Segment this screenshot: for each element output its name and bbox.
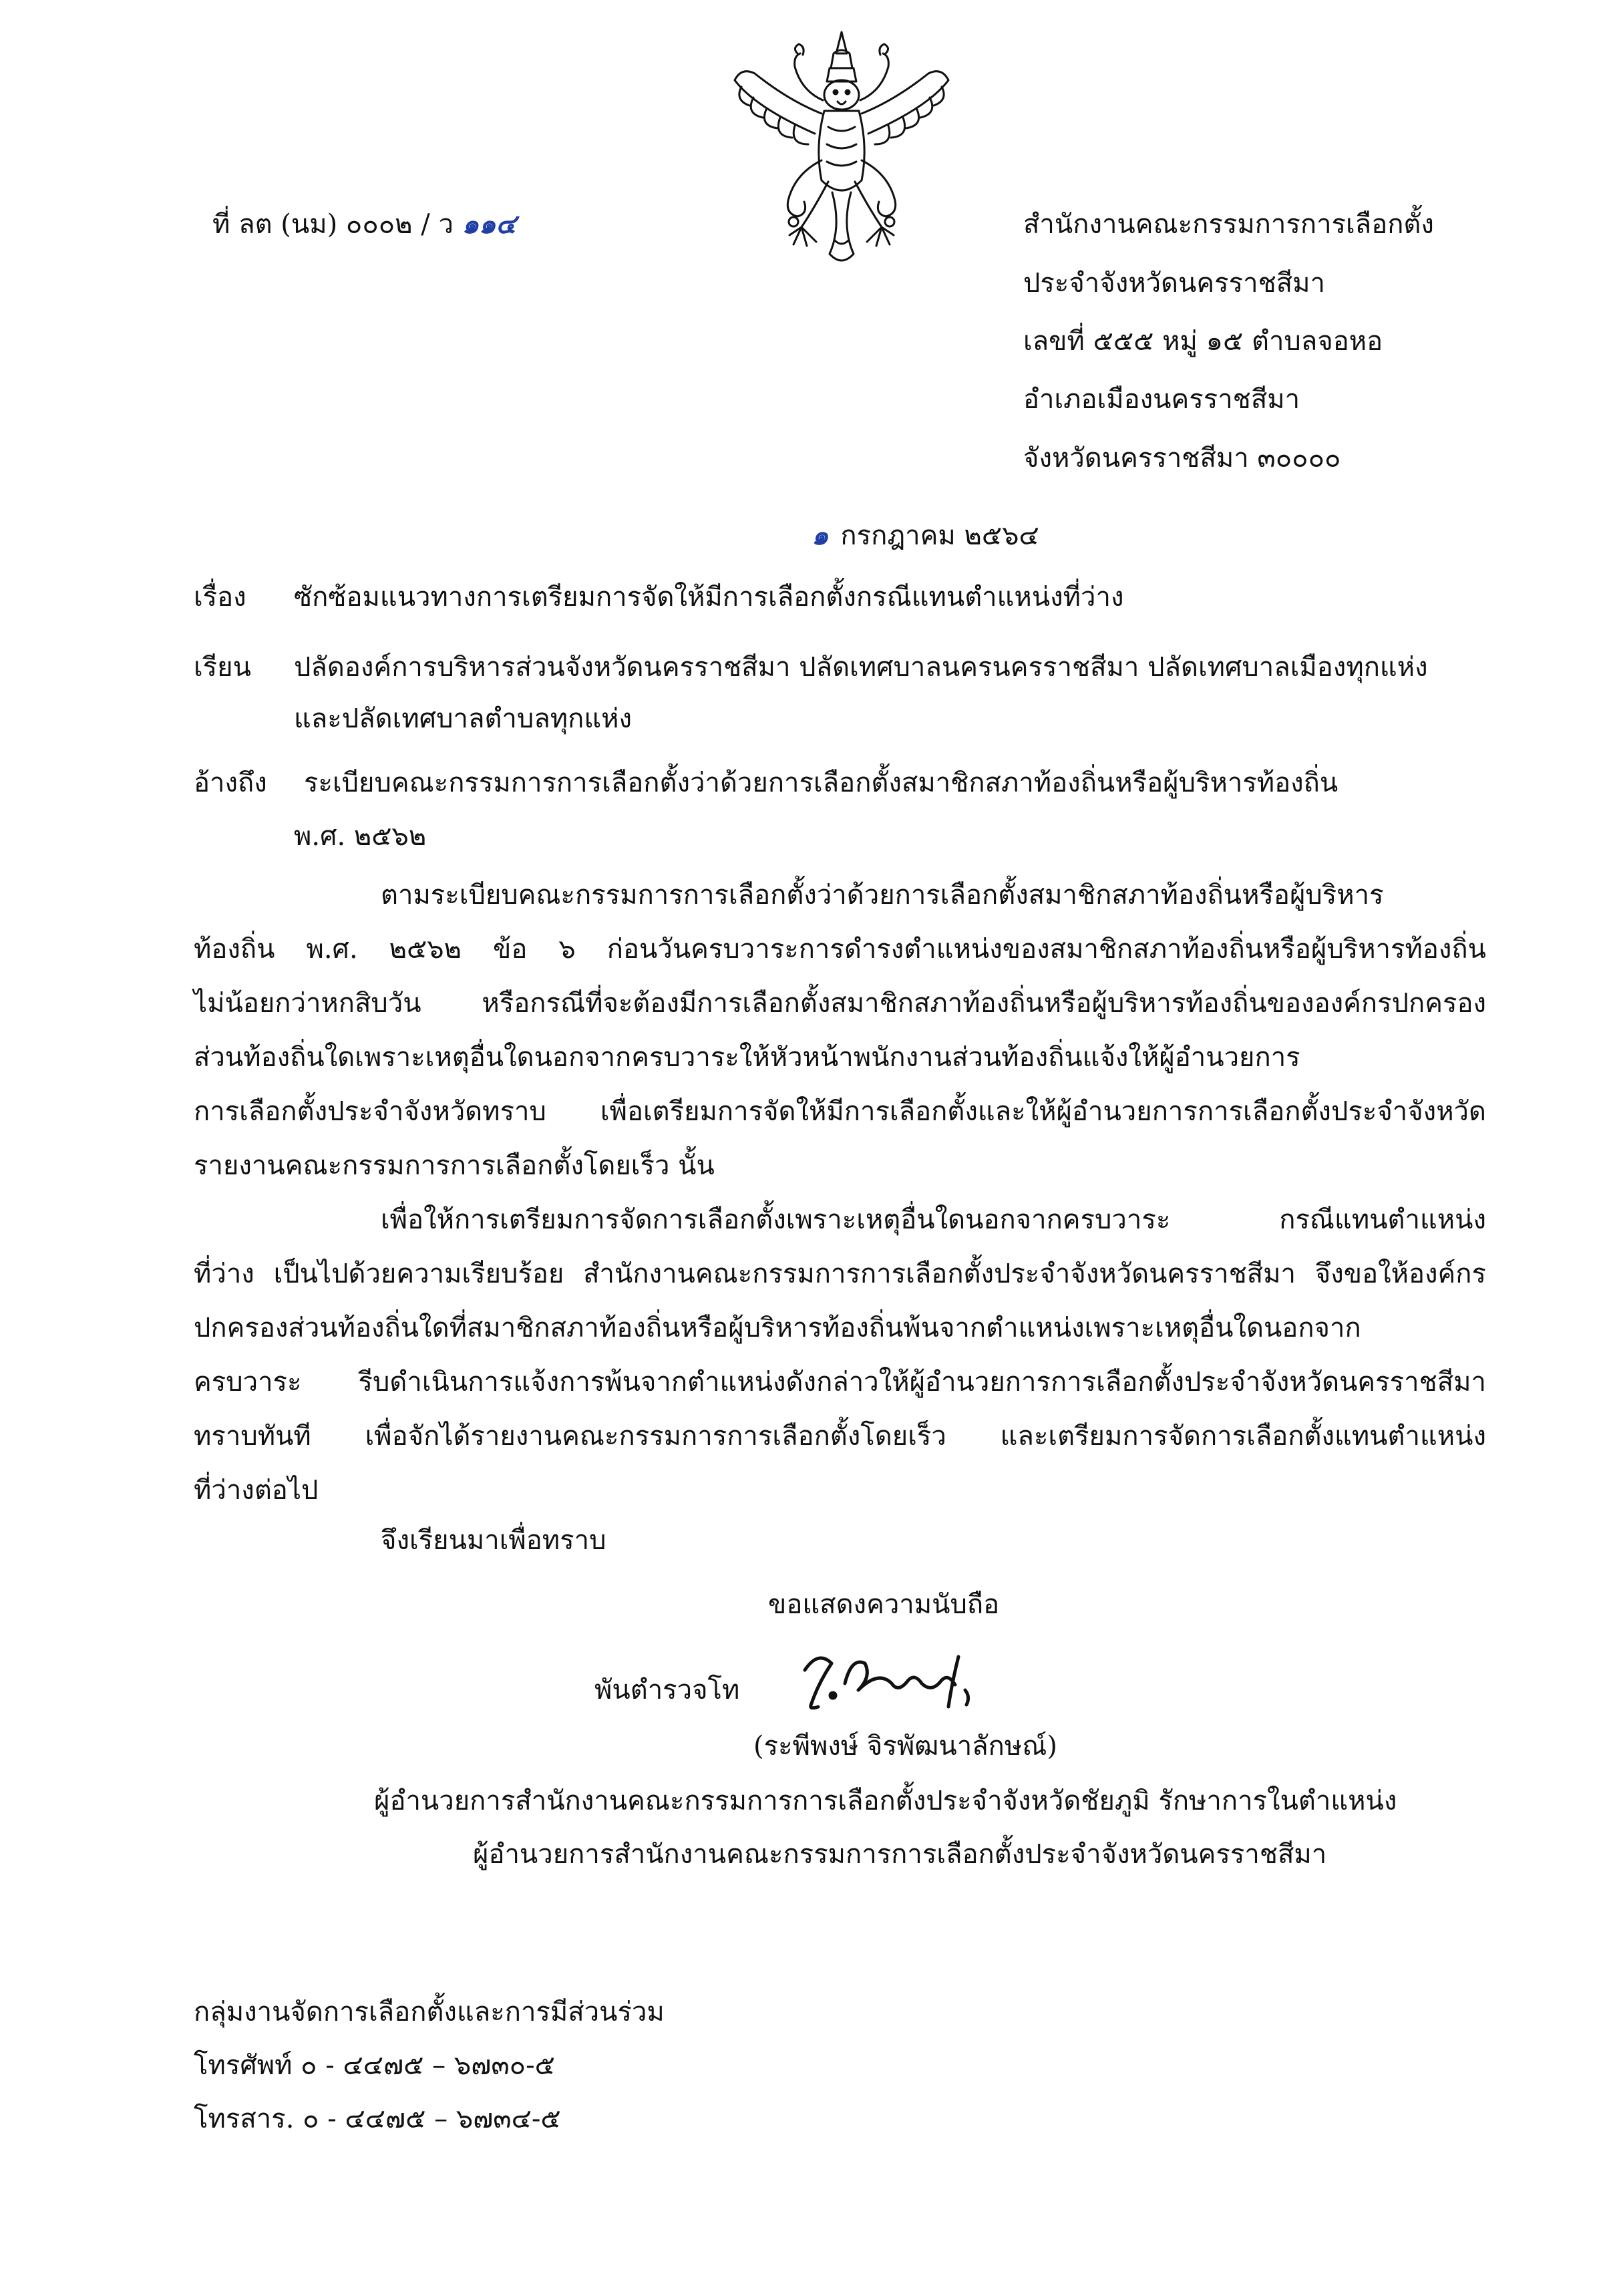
paragraph-line: ไม่น้อยกว่าหกสิบวัน หรือกรณีที่จะต้องมีการเลือกตั้งสมาชิกสภาท้องถิ่นหรือผู้บริหารท้องถิ่นขององค์กรปกครอง <box>194 988 1486 1019</box>
reference-line <box>212 208 516 240</box>
handwritten-signature <box>791 1643 1005 1724</box>
signer-title-line2: ผู้อำนวยการสำนักงานคณะกรรมการการเลือกตั้งประจำจังหวัดนครราชสีมา <box>473 1839 1327 1870</box>
sender-address-line3: เลขที่ ๕๕๕ หมู่ ๑๕ ตำบลจอหอ <box>1023 326 1383 357</box>
recipient-line1: ปลัดองค์การบริหารส่วนจังหวัดนครราชสีมา ปลัดเทศบาลนครนครราชสีมา ปลัดเทศบาลเมืองทุกแห่ง <box>294 652 1428 683</box>
recipient-line2: และปลัดเทศบาลตำบลทุกแห่ง <box>294 703 633 734</box>
signer-title-line1: ผู้อำนวยการสำนักงานคณะกรรมการการเลือกตั้งประจำจังหวัดชัยภูมิ รักษาการในตำแหน่ง <box>374 1786 1397 1816</box>
paragraph-line: การเลือกตั้งประจำจังหวัดทราบ เพื่อเตรียมการจัดให้มีการเลือกตั้งและให้ผู้อำนวยการการเลือกตั้งประจำจังหวัด <box>194 1096 1486 1127</box>
closing-line: จึงเรียนมาเพื่อทราบ <box>381 1525 606 1556</box>
paragraph-line: ท้องถิ่น พ.ศ. ๒๕๖๒ ข้อ ๖ ก่อนวันครบวาระการดำรงตำแหน่งของสมาชิกสภาท้องถิ่นหรือผู้บริหารท้องถิ่น <box>194 934 1486 965</box>
sender-address-line1: สำนักงานคณะกรรมการการเลือกตั้ง <box>1023 209 1434 240</box>
footer-department: กลุ่มงานจัดการเลือกตั้งและการมีส่วนร่วม <box>194 1997 665 2027</box>
date-day: ๑ <box>812 520 829 551</box>
reference-to-line1: ระเบียบคณะกรรมการการเลือกตั้งว่าด้วยการเลือกตั้งสมาชิกสภาท้องถิ่นหรือผู้บริหารท้องถิ่น <box>304 768 1338 798</box>
signer-name: (ระพีพงษ์ จิรพัฒนาลักษณ์) <box>753 1731 1057 1762</box>
sender-address-line4: อำเภอเมืองนครราชสีมา <box>1023 384 1300 415</box>
paragraph-line: รายงานคณะกรรมการการเลือกตั้งโดยเร็ว นั้น <box>194 1150 715 1181</box>
paragraph-line: ที่ว่าง เป็นไปด้วยความเรียบร้อย สำนักงานคณะกรรมการการเลือกตั้งประจำจังหวัดนครราชสีมา จึงขอให้องค์กร <box>194 1259 1486 1289</box>
paragraph-line: ทราบทันที เพื่อจักได้รายงานคณะกรรมการการเลือกตั้งโดยเร็ว และเตรียมการจัดการเลือกตั้งแทนตำแหน่ง <box>194 1421 1486 1452</box>
sender-address-line5: จังหวัดนครราชสีมา ๓๐๐๐๐ <box>1023 443 1341 474</box>
reference-number: ๑๑๔ <box>462 208 516 240</box>
signer-rank: พันตำรวจโท <box>594 1675 740 1705</box>
letter-date <box>812 520 1039 552</box>
body-paragraph-1 <box>194 868 1486 1193</box>
paragraph-line: เพื่อให้การเตรียมการจัดการเลือกตั้งเพราะเหตุอื่นใดนอกจากครบวาระ กรณีแทนตำแหน่ง <box>381 1204 1486 1235</box>
paragraph-line: ที่ว่างต่อไป <box>194 1475 319 1506</box>
reference-label: ที่ ลต (นม) ๐๐๐๒ / ว <box>212 209 454 240</box>
salutation: ขอแสดงความนับถือ <box>768 1589 1000 1620</box>
paragraph-line: ปกครองส่วนท้องถิ่นใดที่สมาชิกสภาท้องถิ่นหรือผู้บริหารท้องถิ่นพ้นจากตำแหน่งเพราะเหตุอื่นใดนอกจาก <box>194 1313 1361 1343</box>
reference-to-label: อ้างถึง <box>194 768 267 798</box>
sender-address-line2: ประจำจังหวัดนครราชสีมา <box>1023 268 1325 299</box>
footer-phone: โทรศัพท์ ๐ - ๔๔๗๕ – ๖๗๓๐-๕ <box>194 2050 555 2081</box>
reference-to-line2: พ.ศ. ๒๕๖๒ <box>294 821 427 852</box>
paragraph-line: ตามระเบียบคณะกรรมการการเลือกตั้งว่าด้วยการเลือกตั้งสมาชิกสภาท้องถิ่นหรือผู้บริหาร <box>381 880 1384 911</box>
body-paragraph-2 <box>194 1193 1486 1518</box>
subject-label: เรื่อง <box>194 582 246 613</box>
date-month-year: กรกฎาคม ๒๕๖๔ <box>840 520 1039 551</box>
footer-fax: โทรสาร. ๐ - ๔๔๗๕ – ๖๗๓๔-๕ <box>194 2104 561 2134</box>
subject-text: ซักซ้อมแนวทางการเตรียมการจัดให้มีการเลือกตั้งกรณีแทนตำแหน่งที่ว่าง <box>294 582 1124 613</box>
garuda-emblem <box>715 27 968 281</box>
paragraph-line: ครบวาระ รีบดำเนินการแจ้งการพ้นจากตำแหน่งดังกล่าวให้ผู้อำนวยการการเลือกตั้งประจำจังหวัดนครราชสีมา <box>194 1367 1486 1398</box>
recipient-label: เรียน <box>194 652 251 683</box>
paragraph-line: ส่วนท้องถิ่นใดเพราะเหตุอื่นใดนอกจากครบวาระให้หัวหน้าพนักงานส่วนท้องถิ่นแจ้งให้ผู้อำนวยการ <box>194 1042 1300 1073</box>
